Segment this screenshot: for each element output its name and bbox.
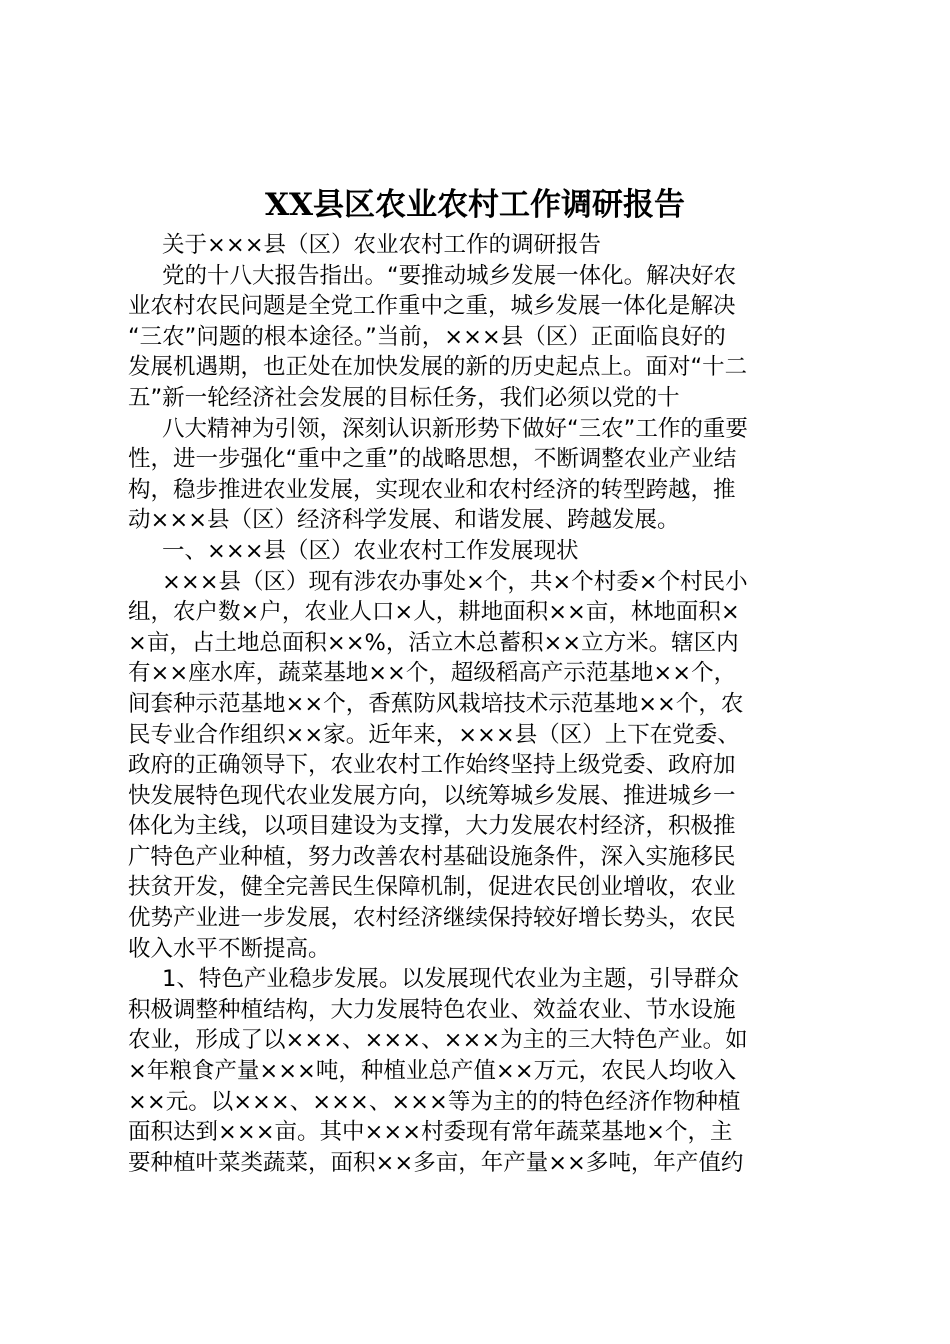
text-line: ××元。以×××、×××、×××等为主的的特色经济作物种植 [128, 1088, 741, 1115]
text-line: 体化为主线，以项目建设为支撑，大力发展农村经济，积极推 [128, 813, 736, 840]
text-line: 五”新一轮经济社会发展的目标任务，我们必须以党的十 [128, 384, 680, 411]
text-line: 党的十八大报告指出。“要推动城乡发展一体化。解决好农 [162, 262, 737, 289]
text-line: 农业，形成了以×××、×××、×××为主的三大特色产业。如 [128, 1027, 748, 1054]
text-line: 有××座水库，蔬菜基地××个，超级稻高产示范基地××个， [128, 660, 737, 687]
text-line: 间套种示范基地××个，香蕉防风栽培技术示范基地××个，农 [128, 690, 744, 717]
text-line: 快发展特色现代农业发展方向，以统筹城乡发展、推进城乡一 [128, 782, 736, 809]
document-title: XX县区农业农村工作调研报告 [264, 187, 686, 223]
text-line: ×××县（区）现有涉农办事处×个，共×个村委×个村民小 [162, 568, 748, 595]
text-line: 要种植叶菜类蔬菜，面积××多亩，年产量××多吨，年产值约 [128, 1149, 744, 1176]
text-line: 八大精神为引领，深刻认识新形势下做好“三农”工作的重要 [162, 415, 748, 442]
text-line: 发展机遇期，也正处在加快发展的新的历史起点上。面对“十二 [128, 354, 748, 381]
text-line: ×年粮食产量×××吨，种植业总产值××万元，农民人均收入 [128, 1058, 737, 1085]
text-line: 收入水平不断提高。 [128, 935, 331, 962]
text-line: 扶贫开发，健全完善民生保障机制，促进农民创业增收，农业 [128, 874, 736, 901]
text-line: 广特色产业种植，努力改善农村基础设施条件，深入实施移民 [128, 843, 736, 870]
text-line: 性，进一步强化“重中之重”的战略思想，不断调整农业产业结 [128, 446, 737, 473]
text-line: 积极调整种植结构，大力发展特色农业、效益农业、节水设施 [128, 996, 736, 1023]
text-line: 政府的正确领导下，农业农村工作始终坚持上级党委、政府加 [128, 752, 736, 779]
text-line: 1、特色产业稳步发展。以发展现代农业为主题，引导群众 [162, 966, 739, 993]
text-line: 优势产业进一步发展，农村经济继续保持较好增长势头，农民 [128, 905, 736, 932]
text-line: 民专业合作组织××家。近年来，×××县（区）上下在党委、 [128, 721, 740, 748]
text-line: 一、×××县（区）农业农村工作发展现状 [162, 537, 579, 564]
text-line: 业农村农民问题是全党工作重中之重，城乡发展一体化是解决 [128, 293, 736, 320]
text-line: ×亩，占土地总面积××%，活立木总蓄积××立方米。辖区内 [128, 629, 739, 656]
text-line: 组，农户数×户，农业人口×人，耕地面积××亩，林地面积× [128, 599, 740, 626]
text-line: 面积达到×××亩。其中×××村委现有常年蔬菜基地×个，主 [128, 1119, 733, 1146]
text-line: 构，稳步推进农业发展，实现农业和农村经济的转型跨越，推 [128, 476, 736, 503]
text-line: “三农”问题的根本途径。”当前，×××县（区）正面临良好的 [128, 323, 726, 350]
text-line: 动×××县（区）经济科学发展、和谐发展、跨越发展。 [128, 507, 680, 534]
document-body [128, 230, 832, 1178]
text-line: 关于×××县（区）农业农村工作的调研报告 [162, 232, 602, 258]
